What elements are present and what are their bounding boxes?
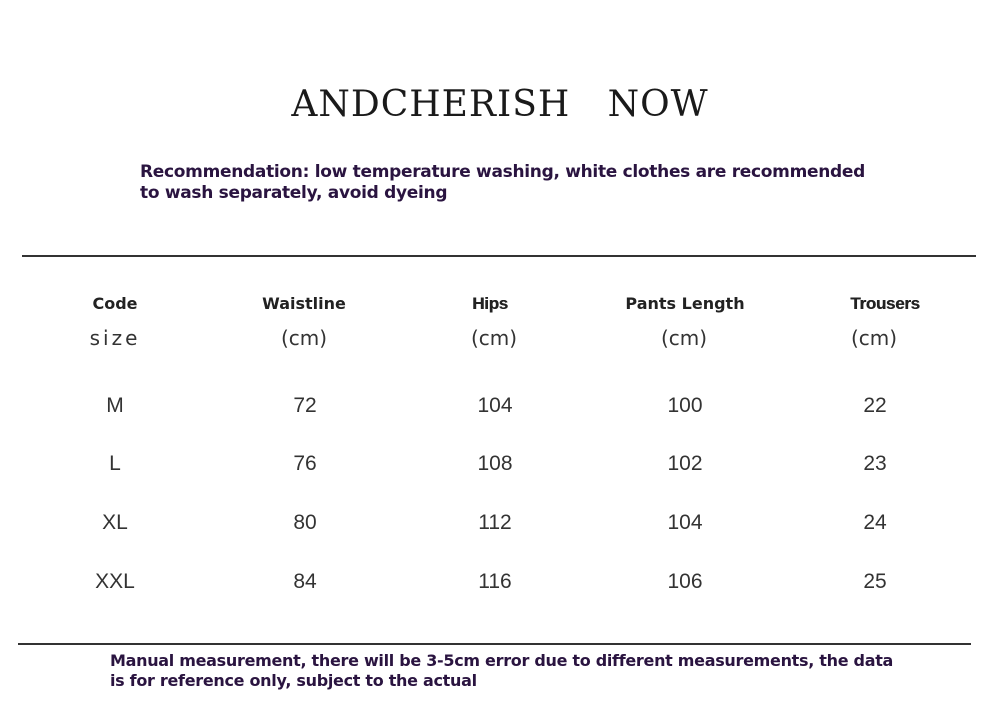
unit-size: size [89, 326, 141, 350]
table-cell-waistline: 72 [293, 394, 317, 417]
table-cell-hips: 116 [478, 570, 512, 593]
table-cell-trousers: 25 [863, 570, 887, 593]
unit-pants-length: (cm) [660, 326, 708, 350]
table-cell-trousers: 22 [863, 394, 887, 417]
header-trousers: Trousers [850, 294, 920, 313]
table-cell-hips: 108 [477, 452, 513, 475]
table-cell-code: XL [102, 511, 128, 534]
table-cell-pants-length: 100 [667, 394, 703, 417]
table-cell-waistline: 84 [293, 570, 317, 593]
table-cell-code: M [106, 394, 124, 417]
header-waistline: Waistline [262, 294, 346, 313]
header-hips: Hips [472, 294, 508, 313]
table-cell-code: XXL [95, 570, 135, 593]
table-cell-waistline: 76 [293, 452, 317, 475]
header-code: Code [92, 294, 138, 313]
unit-trousers: (cm) [850, 326, 898, 350]
header-pants-length: Pants Length [625, 294, 745, 313]
unit-hips: (cm) [470, 326, 518, 350]
table-cell-pants-length: 104 [667, 511, 703, 534]
table-cell-hips: 104 [477, 394, 513, 417]
table-cell-pants-length: 106 [667, 570, 703, 593]
brand-title: ANDCHERISH NOW [291, 84, 709, 125]
unit-waistline: (cm) [280, 326, 328, 350]
top-divider [22, 255, 976, 257]
table-cell-trousers: 23 [863, 452, 887, 475]
table-cell-pants-length: 102 [667, 452, 703, 475]
measurement-disclaimer: Manual measurement, there will be 3-5cm error due to different measurements, the data is for reference only, subject to the actual [110, 651, 894, 690]
table-cell-waistline: 80 [293, 511, 317, 534]
table-cell-trousers: 24 [863, 511, 887, 534]
care-recommendation: Recommendation: low temperature washing, white clothes are recommended to wash separately, avoid dyeing [140, 162, 866, 203]
table-cell-hips: 112 [478, 511, 512, 534]
table-cell-code: L [109, 452, 121, 475]
bottom-divider [18, 643, 971, 645]
